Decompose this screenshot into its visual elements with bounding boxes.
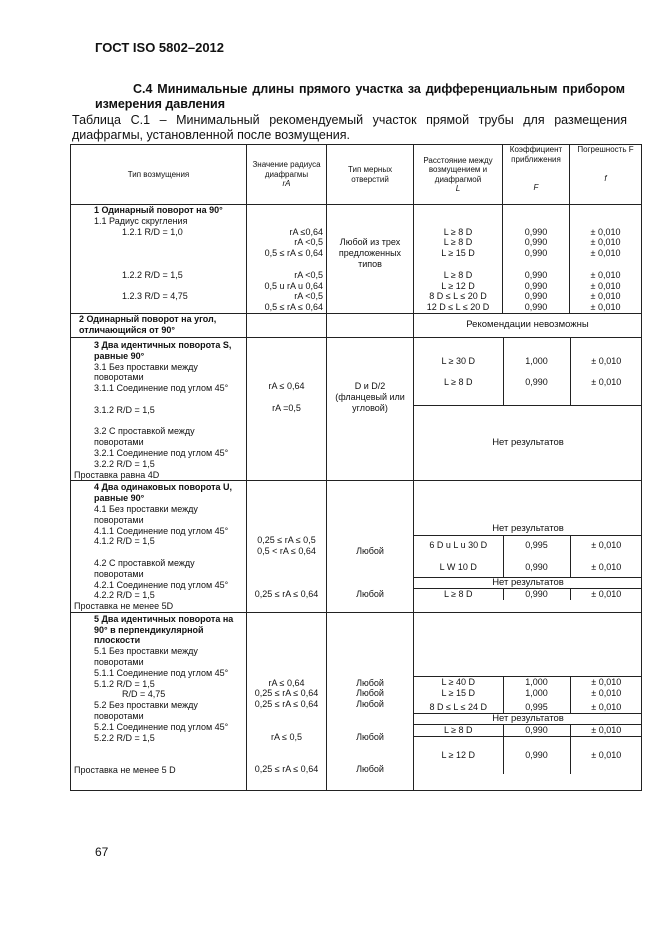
col-distance: Расстояние между возмущением и диафрагмой L bbox=[414, 145, 503, 205]
group-5-no-result: Нет результатов bbox=[414, 713, 642, 724]
row-label: 5.1 Без проставки между поворотами bbox=[94, 646, 198, 668]
page-number: 67 bbox=[95, 845, 109, 859]
distance-value: L ≥ 8 D bbox=[414, 724, 503, 736]
section-title-line-1: С.4 Минимальные длины прямого участка за дифференциальным прибором bbox=[133, 82, 625, 96]
radius-value: rA ≤0,64 bbox=[289, 226, 323, 237]
radius-value: 0,5 ≤ rA ≤ 0,64 bbox=[264, 302, 323, 313]
distance-value: L ≥ 8 D bbox=[443, 269, 473, 280]
holes-value: Любой bbox=[356, 731, 384, 742]
distance-value: L ≥ 8 D bbox=[414, 588, 503, 600]
radius-value: 0,25 ≤ rA ≤ 0,5 bbox=[257, 535, 316, 546]
row-label: 3.2.2 R/D = 1,5 bbox=[94, 458, 155, 469]
radius-value: rA ≤ 0,64 bbox=[268, 381, 305, 392]
row-label: 3.1 Без проставки между поворотами bbox=[94, 361, 198, 383]
coef-value: 0,990 bbox=[524, 226, 548, 237]
table-row-group-1 bbox=[71, 205, 642, 314]
row-label: 4.2.1 Соединение под углом 45° bbox=[94, 579, 229, 590]
group-4-title: 4 Два одинаковых поворота U, равные 90° bbox=[94, 482, 233, 504]
distance-value: L ≥ 30 D bbox=[441, 355, 476, 366]
radius-value: rA <0,5 bbox=[294, 269, 323, 280]
group-4-radius bbox=[247, 481, 327, 613]
group-4-holes bbox=[327, 481, 414, 613]
row-label: 1.2.3 R/D = 4,75 bbox=[122, 291, 188, 302]
distance-value: L ≥ 12 D bbox=[414, 736, 503, 774]
table-row-group-2 bbox=[71, 313, 642, 337]
error-value: ± 0,010 bbox=[591, 688, 622, 699]
row-label: 5.2 Без проставки между поворотами bbox=[94, 700, 198, 722]
table-header-row bbox=[71, 145, 642, 205]
radius-value: 0,5 ≤ rA ≤ 0,64 bbox=[264, 248, 323, 259]
section-title bbox=[95, 82, 625, 112]
row-label: 5.1.2 R/D = 1,5 bbox=[94, 678, 155, 689]
error-value: ± 0,010 bbox=[570, 736, 642, 774]
coef-value: 0,990 bbox=[525, 561, 548, 572]
error-value: ± 0,010 bbox=[591, 540, 622, 551]
error-value: ± 0,010 bbox=[590, 237, 621, 248]
radius-value: 0,25 ≤ rA ≤ 0,64 bbox=[254, 688, 319, 699]
group-1-type bbox=[71, 205, 247, 314]
coef-value: 0,990 bbox=[524, 280, 548, 291]
row-label: 1.2.2 R/D = 1,5 bbox=[122, 269, 183, 280]
coef-value: 0,990 bbox=[524, 291, 548, 302]
group-4-results bbox=[414, 481, 642, 613]
distance-value: L W 10 D bbox=[439, 561, 477, 572]
group-3-title: 3 Два идентичных поворота S, равные 90° bbox=[94, 339, 232, 361]
group-1-title: 1 Одинарный поворот на 90° bbox=[94, 205, 223, 215]
radius-value: rA ≤ 0,5 bbox=[271, 731, 302, 742]
group-1-holes bbox=[327, 205, 414, 314]
table-row-group-5 bbox=[71, 612, 642, 790]
coef-value: 0,995 bbox=[525, 701, 548, 712]
group-3-holes bbox=[327, 337, 414, 480]
error-value: ± 0,010 bbox=[591, 355, 622, 366]
coef-value: 1,000 bbox=[525, 688, 548, 699]
error-value: ± 0,010 bbox=[590, 280, 621, 291]
table-caption bbox=[72, 113, 627, 143]
radius-value: rA <0,5 bbox=[294, 237, 323, 248]
group-2-holes bbox=[327, 313, 414, 337]
distance-value: L ≥ 40 D bbox=[441, 677, 476, 688]
group-4-no-result-2: Нет результатов bbox=[414, 577, 642, 588]
radius-value: 0,25 ≤ rA ≤ 0,64 bbox=[254, 699, 319, 710]
row-label: 3.1.2 R/D = 1,5 bbox=[94, 404, 155, 415]
radius-value: rA ≤ 0,64 bbox=[268, 677, 305, 688]
coef-value: 0,990 bbox=[503, 736, 570, 774]
row-label: 5.2.1 Соединение под углом 45° bbox=[94, 721, 229, 732]
distance-value: L ≥ 15 D bbox=[441, 248, 475, 259]
col-radius: Значение радиуса диафрагмы rA bbox=[247, 145, 327, 205]
row-label: 4.1.2 R/D = 1,5 bbox=[94, 536, 155, 547]
straight-length-table bbox=[70, 144, 642, 791]
table-row-group-4 bbox=[71, 481, 642, 613]
col-coefficient: Коэффициент приближения F bbox=[503, 145, 570, 205]
group-1-error bbox=[570, 205, 642, 314]
radius-value: rA <0,5 bbox=[294, 291, 323, 302]
distance-value: 8 D ≤ L ≤ 20 D bbox=[429, 291, 487, 302]
error-value: ± 0,010 bbox=[590, 269, 621, 280]
coef-value: 0,990 bbox=[503, 724, 570, 736]
error-value: ± 0,010 bbox=[591, 677, 622, 688]
holes-value: Любой bbox=[356, 677, 384, 688]
group-2-note: Рекомендации невозможны bbox=[414, 313, 642, 337]
coef-value: 0,990 bbox=[503, 588, 570, 600]
group-3-no-result: Нет результатов bbox=[414, 406, 642, 480]
distance-value: 6 D u L u 30 D bbox=[429, 540, 488, 551]
group-3-radius bbox=[247, 337, 327, 480]
group-5-type bbox=[71, 612, 247, 790]
holes-value: D и D/2 (фланцевый или угловой) bbox=[335, 381, 405, 413]
row-label: Проставка не менее 5D bbox=[74, 601, 174, 612]
radius-value: 0,5 u rA u 0,64 bbox=[264, 280, 323, 291]
caption-line-2: диафрагмы, установленной после возмущения. bbox=[72, 128, 351, 142]
group-2-title: 2 Одинарный поворот на угол, отличающийся от 90° bbox=[71, 313, 247, 337]
row-label: 3.1.1 Соединение под углом 45° bbox=[94, 383, 229, 394]
row-label: 4.2 С проставкой между поворотами bbox=[94, 557, 195, 579]
error-value: ± 0,010 bbox=[591, 561, 622, 572]
group-5-holes bbox=[327, 612, 414, 790]
distance-value: L ≥ 8 D bbox=[443, 226, 473, 237]
group-5-radius bbox=[247, 612, 327, 790]
holes-value: Любой bbox=[356, 699, 384, 710]
radius-value: rA =0,5 bbox=[272, 402, 301, 413]
radius-value: 0,5 < rA ≤ 0,64 bbox=[257, 546, 316, 557]
error-value: ± 0,010 bbox=[590, 226, 621, 237]
row-label: R/D = 4,75 bbox=[122, 689, 166, 700]
holes-value: Любой из трех предложенных типов bbox=[338, 237, 402, 269]
error-value: ± 0,010 bbox=[590, 302, 621, 313]
group-4-type bbox=[71, 481, 247, 613]
coef-value: 0,990 bbox=[524, 248, 548, 259]
coef-value: 0,990 bbox=[524, 269, 548, 280]
coef-value: 1,000 bbox=[525, 677, 548, 688]
distance-value: L ≥ 8 D bbox=[443, 377, 473, 388]
holes-value: Любой bbox=[356, 546, 384, 557]
coef-value: 0,990 bbox=[525, 377, 548, 388]
row-label: 3.2.1 Соединение под углом 45° bbox=[94, 447, 229, 458]
section-title-line-2: измерения давления bbox=[95, 97, 226, 111]
row-label: 4.1 Без проставки между поворотами bbox=[94, 503, 198, 525]
holes-value: Любой bbox=[356, 764, 384, 775]
table-row-group-3 bbox=[71, 337, 642, 480]
col-holes: Тип мерных отверстий bbox=[327, 145, 414, 205]
distance-value: L ≥ 12 D bbox=[441, 280, 475, 291]
row-label: 3.2 С проставкой между поворотами bbox=[94, 426, 195, 448]
radius-value: 0,25 ≤ rA ≤ 0,64 bbox=[254, 764, 319, 775]
group-5-title: 5 Два идентичных поворота на 90° в перпендикулярной плоскости bbox=[94, 613, 234, 646]
coef-value: 0,990 bbox=[524, 302, 548, 313]
distance-value: 12 D ≤ L ≤ 20 D bbox=[426, 302, 490, 313]
error-value: ± 0,010 bbox=[590, 248, 621, 259]
coef-value: 0,990 bbox=[524, 237, 548, 248]
distance-value: L ≥ 8 D bbox=[443, 237, 473, 248]
row-label: 4.2.2 R/D = 1,5 bbox=[94, 590, 155, 601]
group-4-no-result: Нет результатов bbox=[492, 523, 564, 535]
row-label: Проставка равна 4D bbox=[74, 469, 160, 480]
distance-value: 8 D ≤ L ≤ 24 D bbox=[429, 701, 488, 712]
distance-value: L ≥ 15 D bbox=[441, 688, 476, 699]
group-3-type bbox=[71, 337, 247, 480]
row-label: 5.1.1 Соединение под углом 45° bbox=[94, 667, 229, 678]
coef-value: 0,995 bbox=[525, 540, 548, 551]
group-5-results bbox=[414, 612, 642, 790]
row-label: Проставка не менее 5 D bbox=[74, 765, 176, 776]
group-1-coefficient bbox=[503, 205, 570, 314]
group-1-distance bbox=[414, 205, 503, 314]
col-error: Погрешность F f bbox=[570, 145, 642, 205]
error-value: ± 0,010 bbox=[570, 588, 642, 600]
error-value: ± 0,010 bbox=[570, 724, 642, 736]
group-2-radius bbox=[247, 313, 327, 337]
document-header: ГОСТ ISO 5802–2012 bbox=[95, 40, 225, 55]
row-label: 5.2.2 R/D = 1,5 bbox=[94, 732, 155, 743]
col-type: Тип возмущения bbox=[71, 145, 247, 205]
holes-value: Любой bbox=[356, 688, 384, 699]
holes-value: Любой bbox=[356, 589, 384, 600]
error-value: ± 0,010 bbox=[591, 701, 622, 712]
group-3-results bbox=[414, 337, 642, 480]
radius-value: 0,25 ≤ rA ≤ 0,64 bbox=[254, 589, 319, 600]
coef-value: 1,000 bbox=[525, 355, 548, 366]
row-label: 1.2.1 R/D = 1,0 bbox=[122, 226, 183, 237]
group-1-radius bbox=[247, 205, 327, 314]
row-label: 1.1 Радиус скругления bbox=[94, 215, 188, 226]
error-value: ± 0,010 bbox=[591, 377, 622, 388]
error-value: ± 0,010 bbox=[590, 291, 621, 302]
caption-line-1: Таблица С.1 – Минимальный рекомендуемый участок прямой трубы для размещения bbox=[72, 113, 627, 127]
row-label: 4.1.1 Соединение под углом 45° bbox=[94, 525, 229, 536]
